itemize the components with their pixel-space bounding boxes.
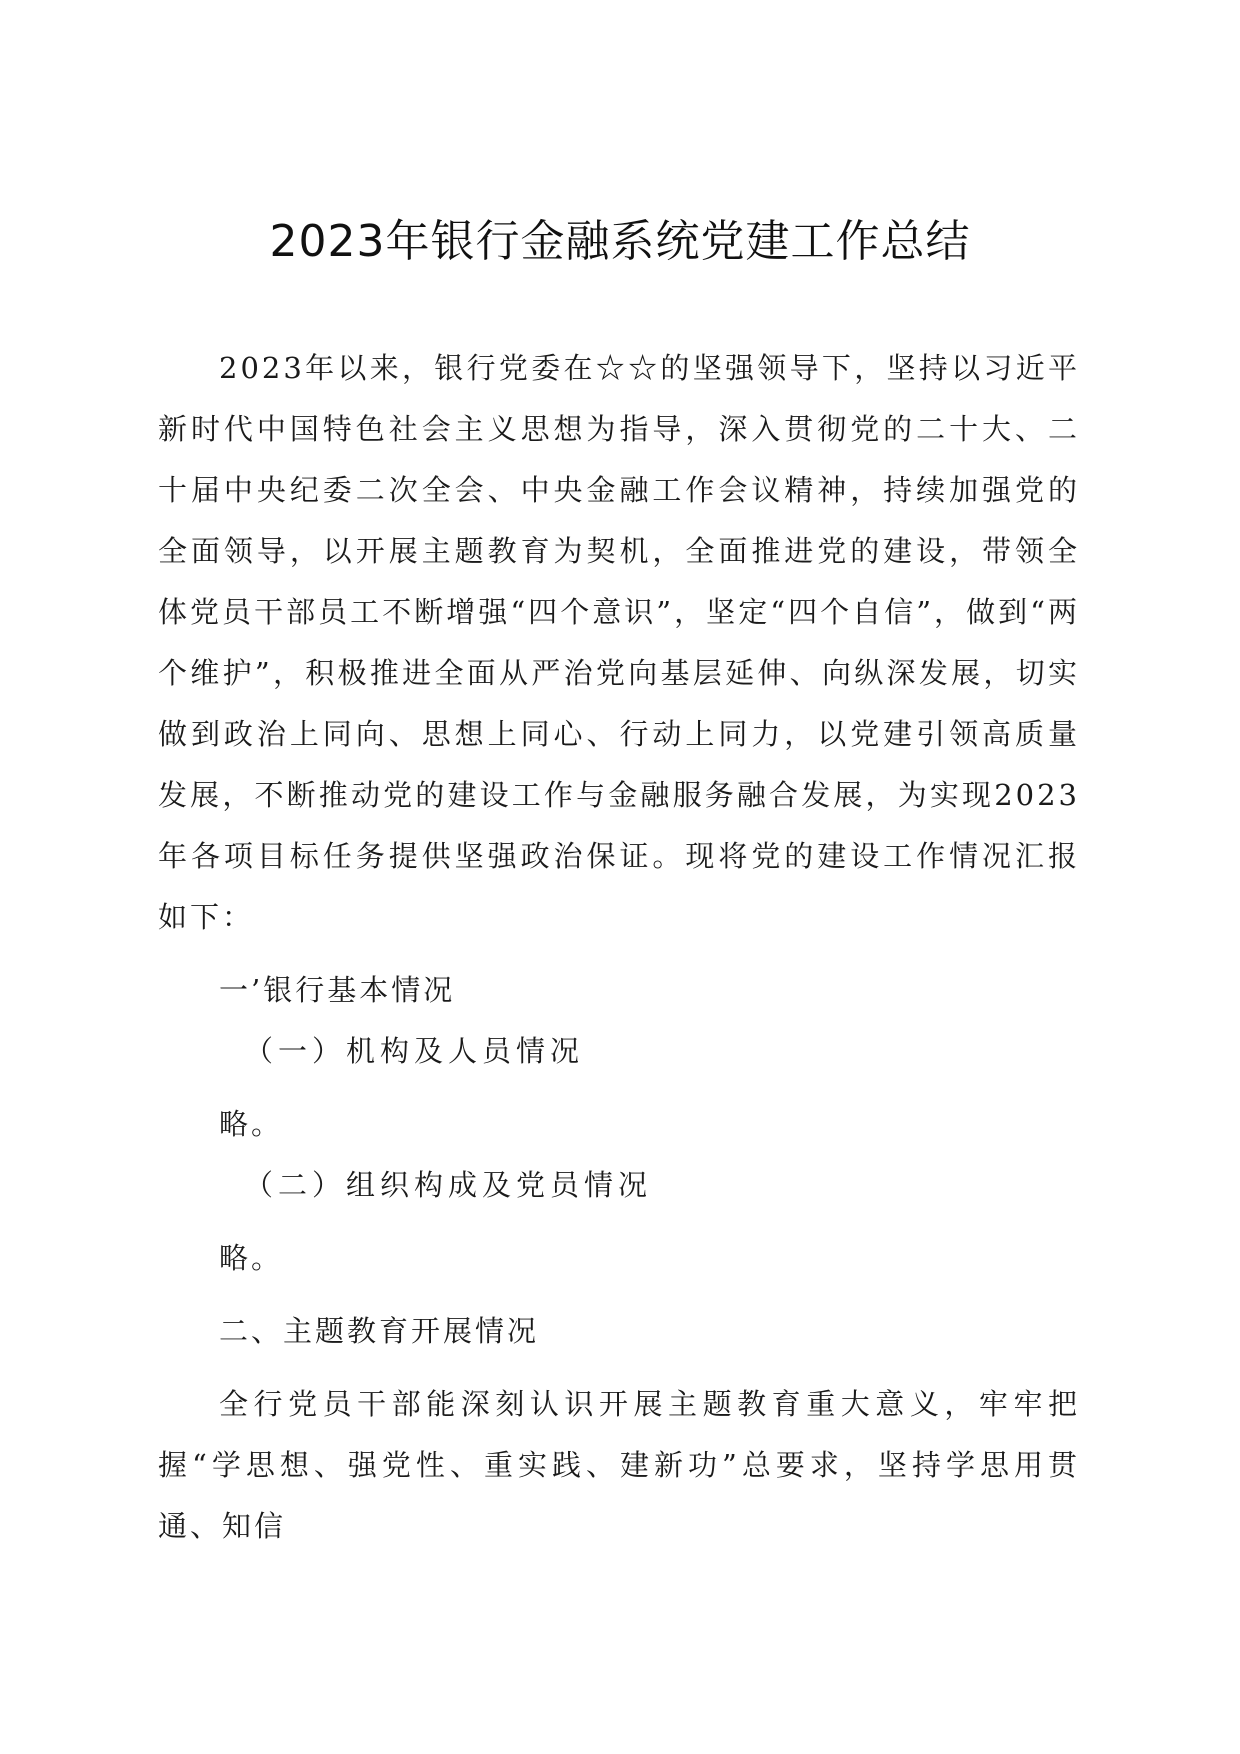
document-body <box>158 338 1080 1557</box>
section-2-heading: 二、主题教育开展情况 <box>219 1314 540 1348</box>
document-title: 2023年银行金融系统党建工作总结 <box>269 216 971 267</box>
subsection-2-heading: （二）组织构成及党员情况 <box>244 1168 653 1202</box>
section-1-heading: 一’银行基本情况 <box>219 973 456 1007</box>
subsection-1-heading: （一）机构及人员情况 <box>244 1034 585 1068</box>
section-2-paragraph: 全行党员干部能深刻认识开展主题教育重大意义，牢牢把握“学思想、强党性、重实践、建新功”总要求，坚持学思用贯通、知信 <box>158 1387 1080 1543</box>
intro-paragraph: 2023年以来，银行党委在☆☆的坚强领导下，坚持以习近平新时代中国特色社会主义思想为指导，深入贯彻党的二十大、二十届中央纪委二次全会、中央金融工作会议精神，持续加强党的全面领导，以开展主题教育为契机，全面推进党的建设，带领全体党员干部员工不断增强“四个意识”，坚定“四个自信”，做到“两个维护”，积极推进全面从严治党向基层延伸、向纵深发展，切实做到政治上同向、思想上同心、行动上同力，以党建引领高质量发展，不断推动党的建设工作与金融服务融合发展，为实现2023年各项目标任务提供坚强政治保证。现将党的建设工作情况汇报如下： <box>158 351 1080 934</box>
subsection-2-text: 略。 <box>219 1241 284 1275</box>
subsection-1-text: 略。 <box>219 1107 284 1141</box>
